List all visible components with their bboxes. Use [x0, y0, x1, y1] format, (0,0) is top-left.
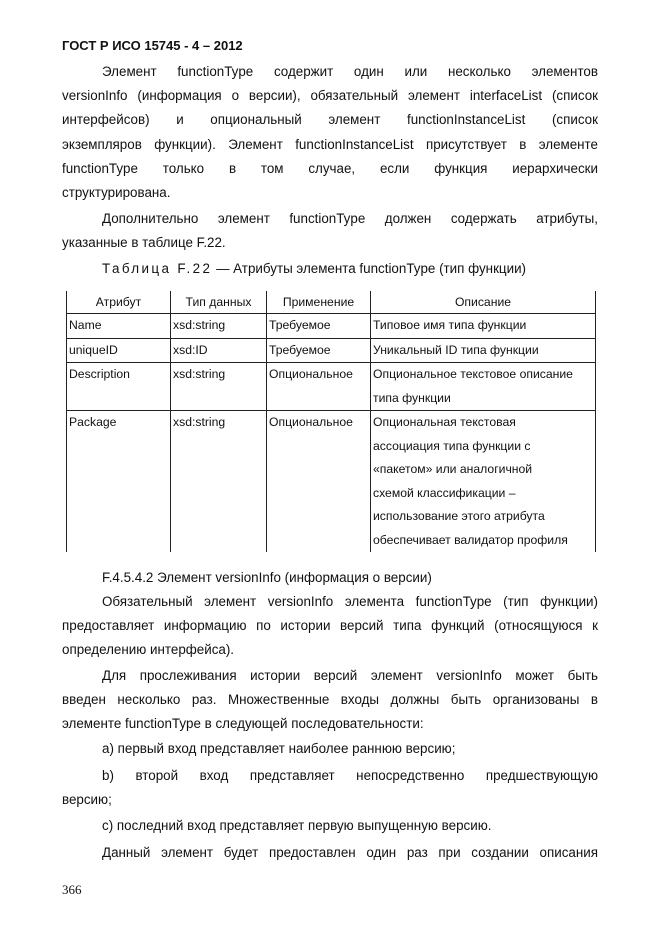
column-header: Применение [267, 291, 371, 314]
paragraph-element-provided [62, 841, 598, 865]
table-row [67, 411, 596, 553]
description-line: ассоциация типа функции с [373, 438, 531, 453]
cell-attribute: Description [67, 363, 171, 411]
column-header: Атрибут [67, 291, 171, 314]
list-item-a [62, 737, 598, 761]
text-line: структурирована. [62, 185, 171, 201]
table-row [67, 363, 596, 411]
cell-description [371, 314, 596, 339]
list-item-c [62, 814, 598, 838]
cell-description [371, 363, 596, 411]
attributes-table [66, 291, 596, 552]
text-line: Для прослеживания истории версий элемент versionInfo может быть [102, 668, 598, 683]
text-line: Данный элемент будет предоставлен один раз при создании описания [102, 845, 598, 860]
table-caption-text: — Атрибуты элемента functionType (тип функции) [212, 261, 527, 276]
text-line: versionInfo (информация о версии), обязательный элемент interfaceList (список [62, 88, 598, 104]
table-row [67, 314, 596, 339]
cell-attribute: Package [67, 411, 171, 553]
cell-description [371, 338, 596, 363]
text-line: b) второй вход представляет непосредственно предшествующую [102, 768, 598, 783]
table-header-row [67, 291, 596, 314]
column-header: Тип данных [171, 291, 267, 314]
text-line: a) первый вход представляет наиболее раннюю версию; [102, 741, 456, 756]
text-line: Элемент functionType содержит один или несколько элементов [102, 64, 598, 79]
text-line: экземпляров функции). Элемент functionInstanceList присутствует в элементе [62, 136, 598, 152]
description-line: «пакетом» или аналогичной [373, 462, 533, 476]
section-heading [62, 566, 598, 590]
column-header: Описание [371, 291, 596, 314]
cell-attribute: Name [67, 314, 171, 339]
text-line: предоставляет информацию по истории версий типа функций (относящуюся к [62, 618, 598, 634]
description-line: схемой классификации – [373, 485, 516, 500]
text-line: введен несколько раз. Множественные входы должны быть организованы в [62, 692, 598, 708]
description-line: Уникальный ID типа функции [373, 342, 539, 357]
list-item-b [62, 764, 598, 812]
text-line: c) последний вход представляет первую выпущенную версию. [102, 818, 492, 833]
cell-usage: Опциональное [267, 411, 371, 553]
table-caption-label: Таблица F.22 [102, 261, 213, 276]
text-line: версию; [62, 792, 112, 808]
cell-data-type: xsd:ID [171, 338, 267, 363]
text-line: указанные в таблице F.22. [62, 235, 226, 251]
text-line: определению интерфейса). [62, 642, 235, 658]
paragraph-function-type [62, 60, 598, 205]
description-line: Опциональная текстовая [373, 415, 516, 429]
cell-description [371, 411, 596, 553]
cell-data-type: xsd:string [171, 314, 267, 339]
description-line: Типовое имя типа функции [373, 318, 527, 332]
text-line: Обязательный элемент versionInfo элемента functionType (тип функции) [102, 594, 598, 609]
table-caption [102, 261, 526, 276]
cell-data-type: xsd:string [171, 411, 267, 553]
text-line: элементе functionType в следующей последовательности: [62, 716, 424, 732]
description-line: обеспечивает валидатор профиля [373, 532, 568, 547]
text-line: интерфейсов) и опциональный элемент functionInstanceList (список [62, 112, 598, 128]
page-number: 366 [62, 882, 82, 897]
text-line: Дополнительно элемент functionType должен содержать атрибуты, [102, 211, 598, 226]
paragraph-version-history [62, 664, 598, 737]
table-row [67, 338, 596, 363]
description-line: использование этого атрибута [373, 509, 545, 523]
paragraph-attributes [62, 207, 598, 255]
section-heading-text: F.4.5.4.2 Элемент versionInfo (информация о версии) [102, 570, 432, 585]
cell-usage: Требуемое [267, 338, 371, 363]
description-line: Опциональное текстовое описание [373, 367, 573, 381]
description-line: типа функции [373, 390, 451, 405]
cell-data-type: xsd:string [171, 363, 267, 411]
cell-usage: Опциональное [267, 363, 371, 411]
cell-attribute: uniqueID [67, 338, 171, 363]
document-header: ГОСТ Р ИСО 15745 - 4 – 2012 [62, 38, 243, 53]
paragraph-version-info [62, 590, 598, 663]
text-line: functionType только в том случае, если функция иерархически [62, 160, 598, 176]
cell-usage: Требуемое [267, 314, 371, 339]
